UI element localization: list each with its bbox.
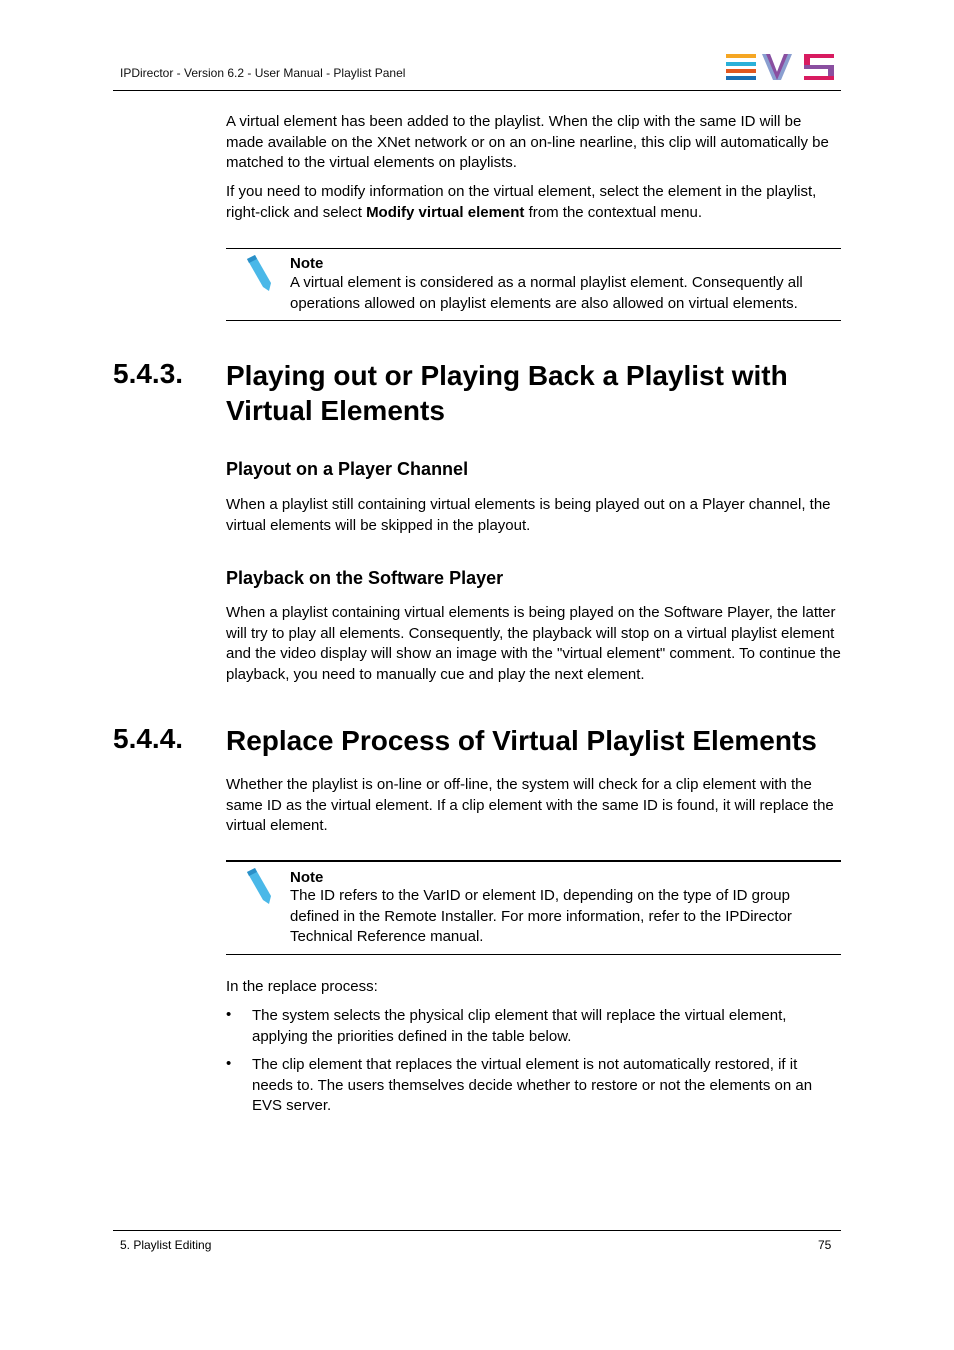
note2-title: Note	[290, 869, 324, 886]
footer-rule	[113, 1230, 841, 1231]
note1-bottom-rule	[226, 320, 841, 321]
evs-logo	[726, 54, 834, 81]
pencil-icon	[241, 253, 275, 293]
note2-bottom-rule	[226, 954, 841, 955]
bullet-marker: •	[226, 1006, 232, 1023]
playback-paragraph: When a playlist containing virtual elements is being played on the Software Player, the latter will try to play all elements. Consequently, the playback will stop on a virtual playlist element and the video display will show an image with the "virtual element" comment. To continue the playback, you need to manually cue and play the next element.	[226, 604, 841, 683]
note2-body: The ID refers to the VarID or element ID, depending on the type of ID group defined in the Remote Installer. For more information, refer to the IPDirector Technical Reference manual.	[290, 887, 792, 945]
note1-title: Note	[290, 255, 324, 272]
bullet-marker: •	[226, 1055, 232, 1072]
page-number: 75	[818, 1238, 832, 1252]
note1-body: A virtual element is considered as a normal playlist element. Consequently all operations allowed on playlist elements are also allowed on virtual elements.	[290, 274, 803, 312]
list-item: The system selects the physical clip element that will replace the virtual element, applying the priorities defined in the table below.	[252, 1007, 787, 1045]
header-rule	[113, 90, 841, 91]
intro-paragraph-2	[226, 182, 841, 223]
replace-process-intro: In the replace process:	[226, 978, 378, 995]
list-item: The clip element that replaces the virtual element is not automatically restored, if it needs to. The users themselves decide whether to restore or not the elements on an EVS server.	[252, 1056, 813, 1114]
section-543-number: 5.4.3.	[113, 358, 184, 389]
intro-para2-after: from the contextual menu.	[524, 203, 703, 221]
header-title: IPDirector - Version 6.2 - User Manual - Playlist Panel	[120, 66, 406, 80]
playout-paragraph: When a playlist still containing virtual elements is being played out on a Player channel, the virtual elements will be skipped in the playout.	[226, 496, 831, 534]
intro-para2-before: If you need to modify information on the virtual element, select the element in the playlist, right-click and select	[226, 183, 817, 221]
intro-paragraph-1: A virtual element has been added to the playlist. When the clip with the same ID will be made available on the XNet network or on an on-line nearline, this clip will automatically be matched to the virtual elements on playlists.	[226, 113, 829, 171]
replace-intro-paragraph: Whether the playlist is on-line or off-line, the system will check for a clip element with the same ID as the virtual element. If a clip element with the same ID is found, it will replace the virtual element.	[226, 776, 834, 834]
note2-top-rule	[226, 860, 841, 862]
section-544-number: 5.4.4.	[113, 723, 184, 754]
section-543-title: Playing out or Playing Back a Playlist with Virtual Elements	[226, 360, 788, 426]
subheading-playback: Playback on the Software Player	[226, 568, 504, 588]
note1-top-rule	[226, 248, 841, 249]
pencil-icon	[241, 866, 275, 906]
subheading-playout: Playout on a Player Channel	[226, 459, 469, 479]
section-544-title: Replace Process of Virtual Playlist Elements	[226, 725, 817, 756]
intro-para2-bold: Modify virtual element	[366, 203, 525, 221]
footer-chapter: 5. Playlist Editing	[120, 1238, 212, 1252]
